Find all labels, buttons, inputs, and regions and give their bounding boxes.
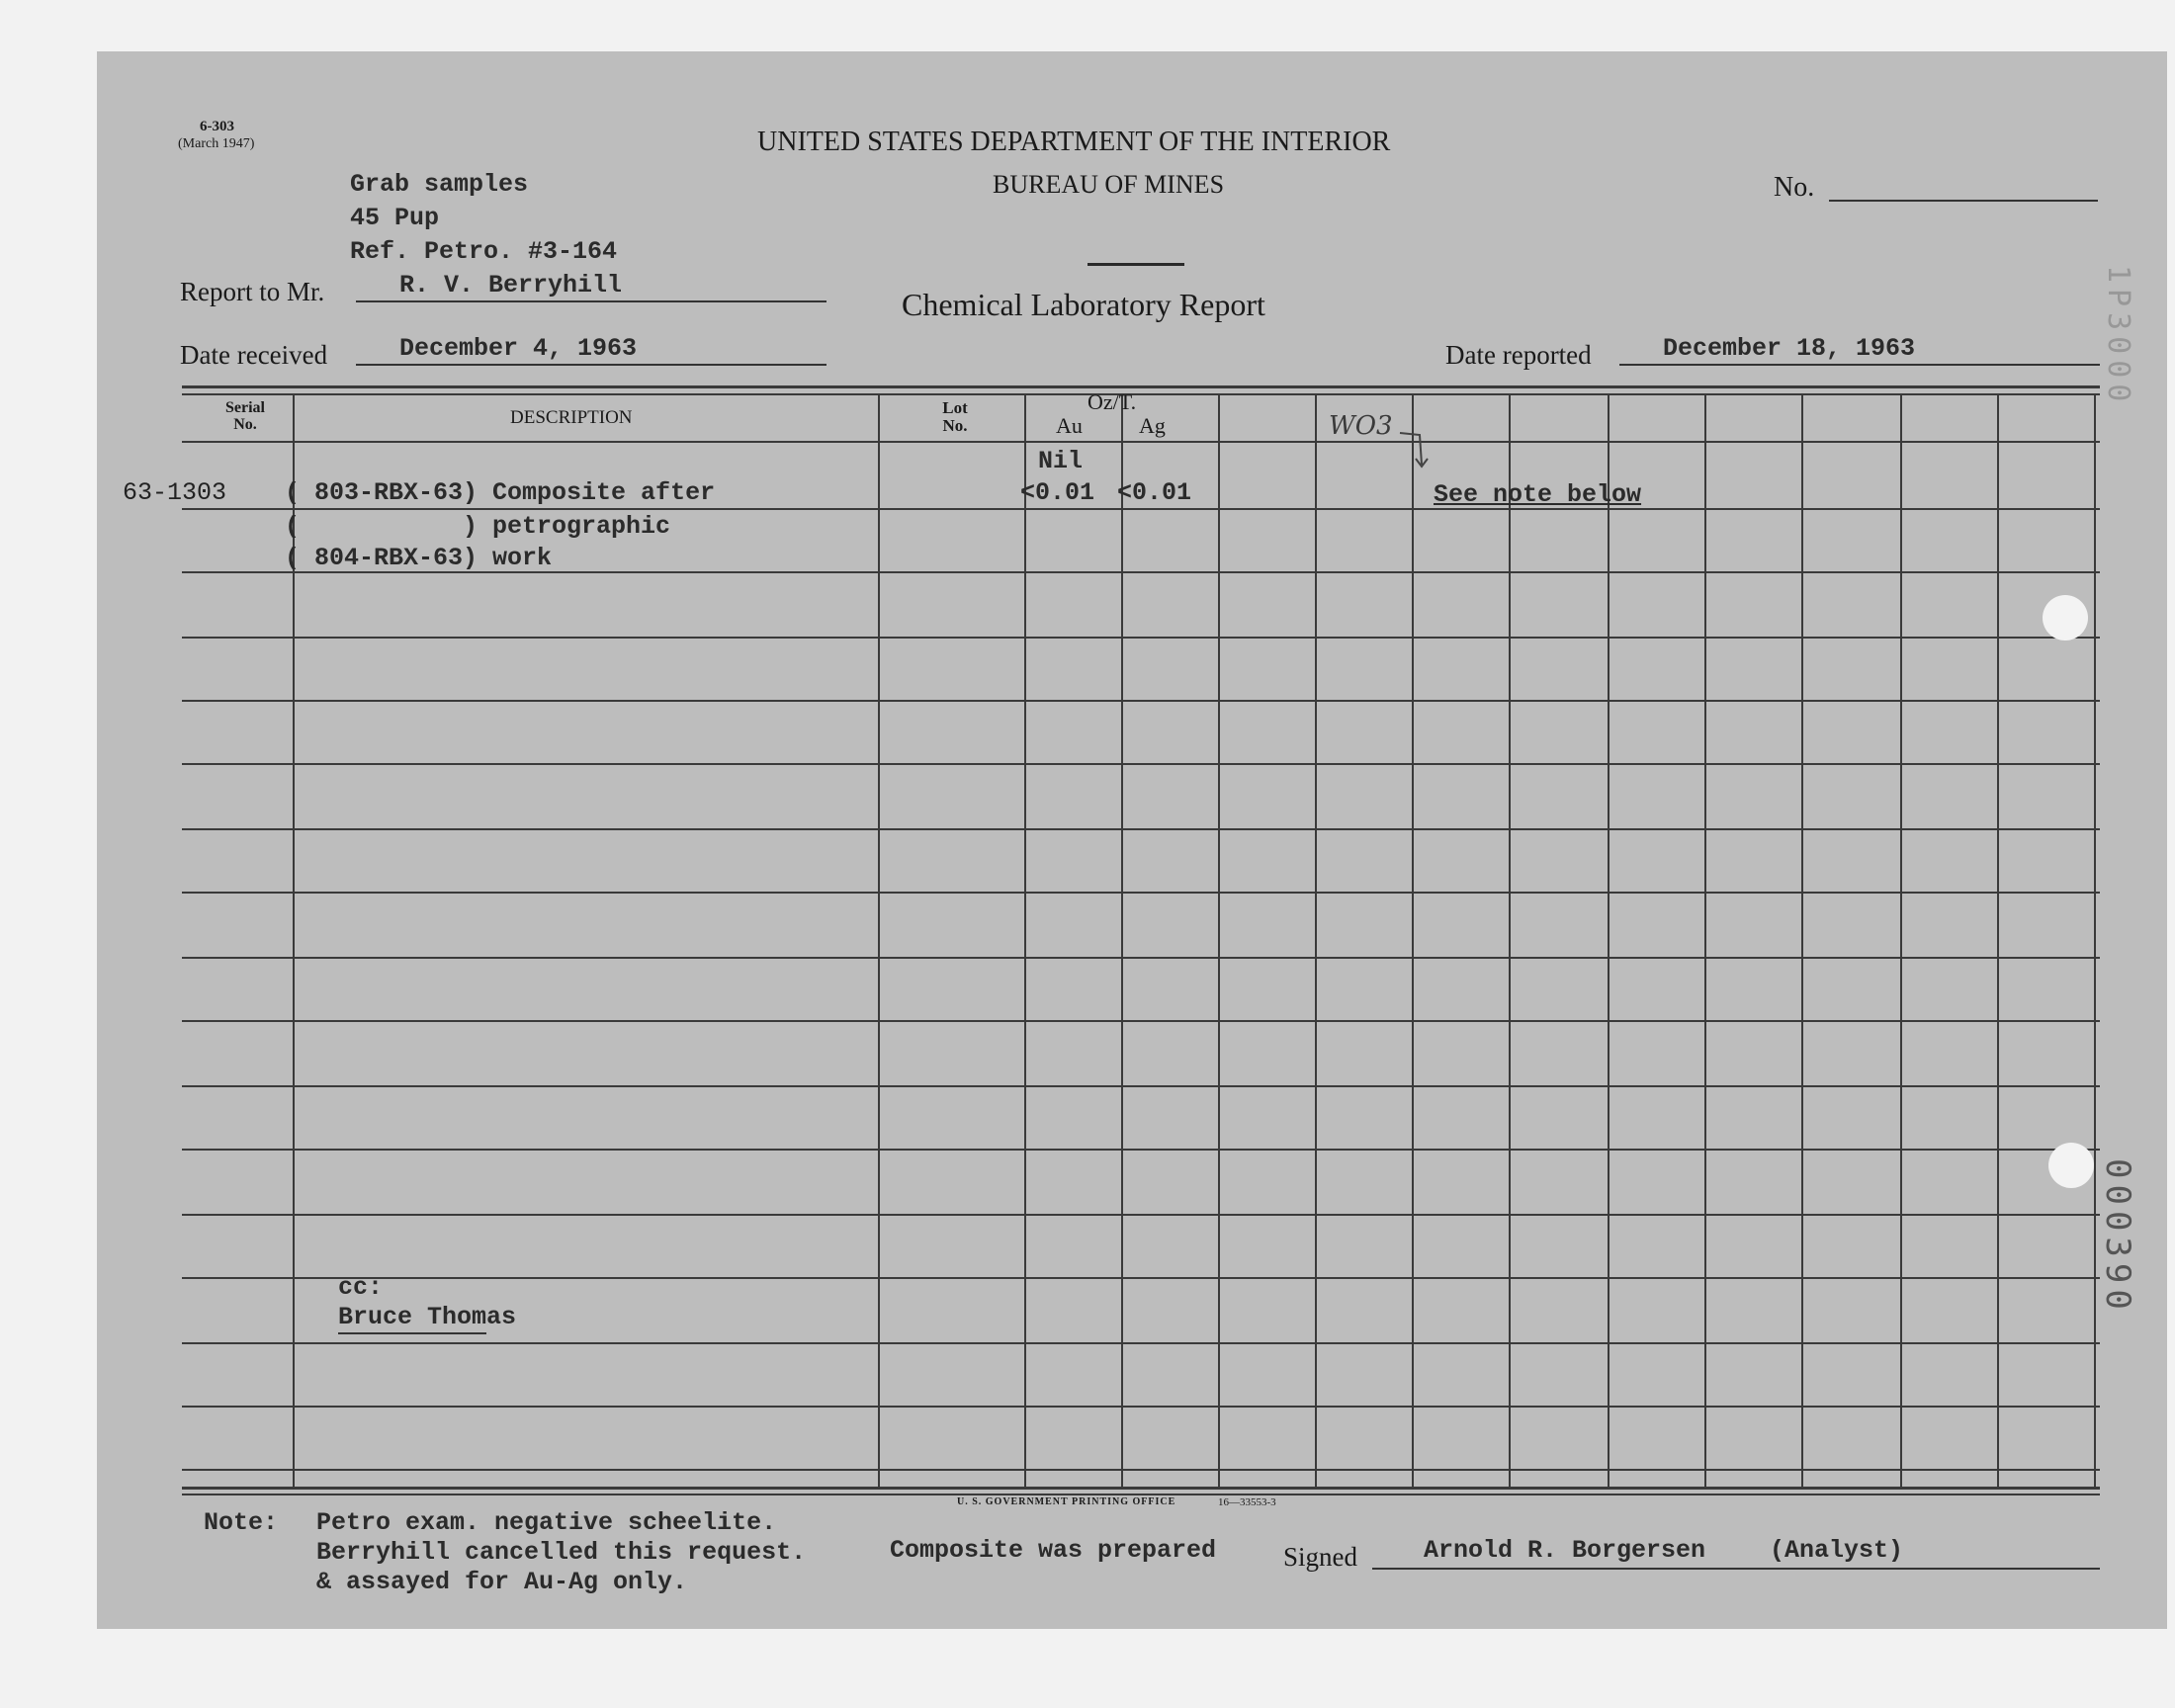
row-serial: 63-1303 [123,478,227,507]
grid-col-line [1024,393,1026,1487]
grid-row-line [182,763,2100,765]
row-ag-value: <0.01 [1117,478,1192,507]
col-header-lot: Lot No. [942,398,968,435]
report-to-line [356,300,826,302]
cc-name: Bruce Thomas [338,1303,517,1331]
note-line-3: & assayed for Au-Ag only. [316,1568,688,1596]
grid-row-line [182,637,2100,639]
grid-col-line [1704,393,1706,1487]
grid-bottom-border-inner [182,1494,2100,1495]
row-desc-line-2: ( ) petrographic [285,512,671,541]
cc-underline [338,1332,486,1334]
date-received-value: December 4, 1963 [399,334,638,363]
printer-credit: U. S. GOVERNMENT PRINTING OFFICE [957,1496,1176,1507]
grid-row-line [182,1214,2100,1216]
grid-col-line [2094,393,2096,1487]
note-line-1: Petro exam. negative scheelite. [316,1508,777,1537]
note-label: Note: [204,1508,279,1537]
date-received-label: Date received [180,340,328,370]
bureau-title: BUREAU OF MINES [993,170,1225,199]
grid-col-line [1315,393,1317,1487]
row-au-nil: Nil [1038,447,1084,475]
grid-top-border-inner [182,393,2100,395]
row-note-ref: See note below [1434,480,1642,509]
note-line-2: Berryhill cancelled this request. [316,1538,807,1567]
number-field-line [1829,200,2098,202]
printer-code: 16—33553-3 [1218,1496,1276,1508]
row-desc-line-1: ( 803-RBX-63) Composite after [285,478,716,507]
number-label: No. [1774,172,1815,203]
signed-name: Arnold R. Borgersen [1424,1536,1706,1565]
grid-header-line [182,441,2100,443]
header-note-2: 45 Pup [350,204,440,232]
title-divider [1088,263,1184,266]
punch-hole [2048,1143,2094,1188]
grid-col-line [1801,393,1803,1487]
date-reported-line [1619,364,2100,366]
col-header-oz-t: Oz/T. [1088,389,1137,414]
signed-role: (Analyst) [1770,1536,1904,1565]
side-stamp-top: 1P3000 [2101,265,2135,408]
report-to-name: R. V. Berryhill [399,271,623,299]
report-to-label: Report to Mr. [180,277,325,306]
date-reported-label: Date reported [1445,340,1592,370]
col-header-ag: Ag [1139,413,1166,438]
grid-col-line [1121,393,1123,1487]
handwritten-arrow-icon [1398,425,1467,474]
form-number: 6-303 [200,119,234,134]
grid-col-line [1900,393,1902,1487]
row-desc-line-3: ( 804-RBX-63) work [285,544,553,572]
grid-row-line [182,1469,2100,1471]
cc-label: cc: [338,1273,384,1302]
header-note-3: Ref. Petro. #3-164 [350,237,618,266]
grid-row-line [182,700,2100,702]
grid-row-line [182,1085,2100,1087]
signature-line [1372,1568,2100,1570]
handwritten-wo3: WO3 [1329,411,1393,441]
grid-row-line [182,1149,2100,1151]
grid-row-line [182,828,2100,830]
side-stamp-bottom: 000390 [2098,1158,2137,1316]
grid-bottom-border [182,1487,2100,1490]
signed-label: Signed [1283,1542,1358,1572]
grid-col-line [878,393,880,1487]
report-sheet [97,51,2167,1629]
grid-row-line [182,1406,2100,1408]
note-continuation: Composite was prepared [890,1536,1217,1565]
col-header-serial: Serial No. [225,399,265,433]
form-date: (March 1947) [178,136,255,151]
row-au-value: <0.01 [1020,478,1095,507]
col-header-description: DESCRIPTION [510,407,633,428]
punch-hole [2043,595,2088,640]
grid-row-line [182,892,2100,894]
grid-row-line [182,508,2100,510]
grid-col-line [1218,393,1220,1487]
header-note-1: Grab samples [350,170,529,199]
date-received-line [356,364,826,366]
grid-col-line [1509,393,1511,1487]
grid-row-line [182,1020,2100,1022]
grid-col-line [1412,393,1414,1487]
grid-top-border [182,385,2100,388]
grid-row-line [182,957,2100,959]
grid-row-line [182,1277,2100,1279]
department-title: UNITED STATES DEPARTMENT OF THE INTERIOR [757,127,1391,157]
col-header-au: Au [1056,413,1083,438]
date-reported-value: December 18, 1963 [1663,334,1916,363]
grid-row-line [182,1342,2100,1344]
report-title: Chemical Laboratory Report [902,287,1265,322]
grid-col-line [1608,393,1610,1487]
grid-col-line [1997,393,1999,1487]
